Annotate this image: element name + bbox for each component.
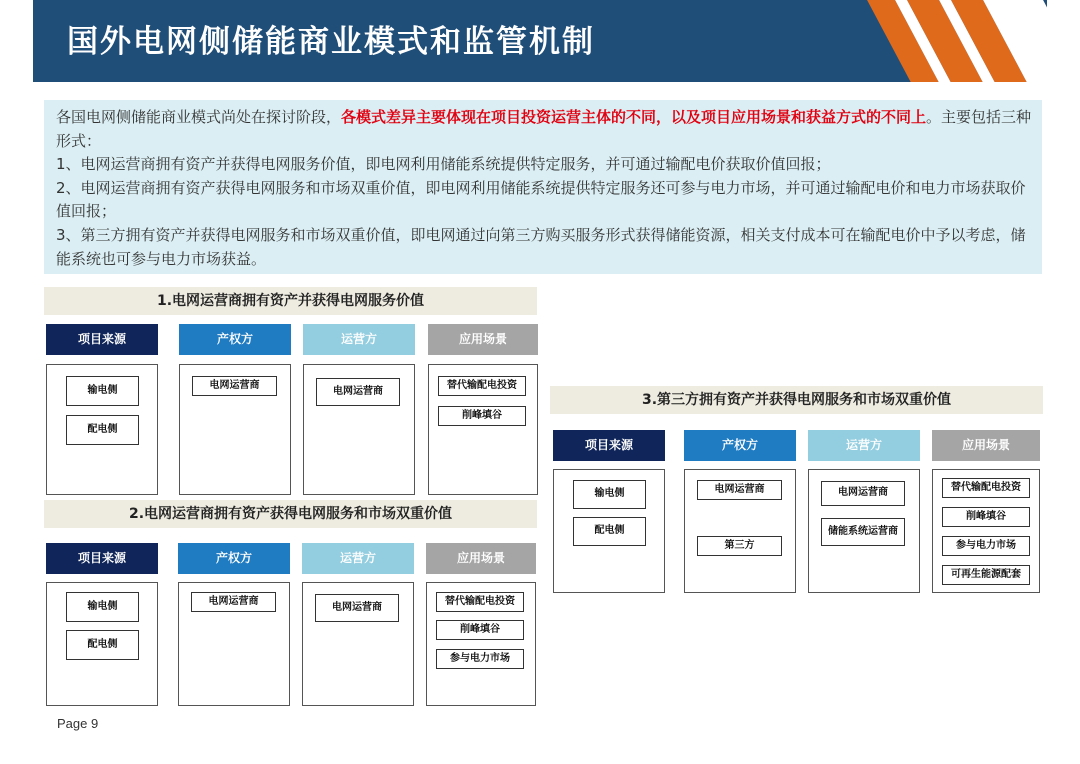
model-3-header-owner: 产权方 — [684, 430, 796, 461]
model-2-scenario-item: 参与电力市场 — [436, 649, 524, 669]
model-1-col-source — [46, 364, 158, 495]
model-2-scenario-item: 替代输配电投资 — [436, 592, 524, 612]
page-number: Page 9 — [57, 716, 99, 731]
model-1-source-item: 配电侧 — [66, 415, 139, 445]
intro-point-1: 1、电网运营商拥有资产并获得电网服务价值，即电网利用储能系统提供特定服务，并可通过输配电价获取价值回报； — [56, 155, 831, 174]
model-1-col-owner — [179, 364, 291, 495]
model-3-header-scenario: 应用场景 — [932, 430, 1040, 461]
model-1-source-item: 输电侧 — [66, 376, 139, 406]
model-3-col-operator — [808, 469, 920, 593]
model-1-col-scenario — [428, 364, 538, 495]
title-bar — [33, 0, 1047, 82]
model-2-col-source — [46, 582, 158, 706]
intro-point-3: 3、第三方拥有资产并获得电网服务和市场双重价值，即电网通过向第三方购买服务形式获得储能资源，相关支付成本可在输配电价中予以考虑，储能系统也可参与电力市场获益。 — [56, 225, 1026, 268]
model-2-scenario-item: 削峰填谷 — [436, 620, 524, 640]
model-3-col-scenario — [932, 469, 1040, 593]
model-2-col-owner — [178, 582, 290, 706]
model-3-col-source — [553, 469, 665, 593]
intro-line — [56, 106, 1032, 153]
intro-point-2: 2、电网运营商拥有资产获得电网服务和市场双重价值，即电网利用储能系统提供特定服务还可参与电力市场，并可通过输配电价和电力市场获取价值回报； — [56, 178, 1026, 221]
model-2-operator-item: 电网运营商 — [315, 594, 399, 622]
model-2-source-item: 配电侧 — [66, 630, 139, 660]
intro-box — [44, 100, 1042, 274]
model-3-scenario-item: 削峰填谷 — [942, 507, 1030, 527]
model-2-source-item: 输电侧 — [66, 592, 139, 622]
model-1-header-source: 项目来源 — [46, 324, 158, 355]
model-2-header-source: 项目来源 — [46, 543, 158, 574]
model-3-title: 3.第三方拥有资产并获得电网服务和市场双重价值 — [550, 386, 1043, 414]
model-1-title: 1.电网运营商拥有资产并获得电网服务价值 — [44, 287, 537, 315]
model-1-scenario-item: 削峰填谷 — [438, 406, 526, 426]
model-3-scenario-item: 可再生能源配套 — [942, 565, 1030, 585]
model-1-col-operator — [303, 364, 415, 495]
model-3-owner-item: 电网运营商 — [697, 480, 782, 500]
intro-highlight: 各模式差异主要体现在项目投资运营主体的不同，以及项目应用场景和获益方式的不同 — [341, 108, 912, 126]
model-3-operator-item: 电网运营商 — [821, 481, 905, 506]
model-2-owner-item: 电网运营商 — [191, 592, 276, 612]
model-3-header-source: 项目来源 — [553, 430, 665, 461]
model-3-owner-item: 第三方 — [697, 536, 782, 556]
model-3-scenario-item: 替代输配电投资 — [942, 478, 1030, 498]
model-1-header-operator: 运营方 — [303, 324, 415, 355]
model-3-scenario-item: 参与电力市场 — [942, 536, 1030, 556]
model-2-col-scenario — [426, 582, 536, 706]
model-2-title: 2.电网运营商拥有资产获得电网服务和市场双重价值 — [44, 500, 537, 528]
model-3-source-item: 配电侧 — [573, 517, 646, 546]
model-3-header-operator: 运营方 — [808, 430, 920, 461]
model-3-source-item: 输电侧 — [573, 480, 646, 509]
model-2-col-operator — [302, 582, 414, 706]
model-2-header-operator: 运营方 — [302, 543, 414, 574]
model-3-operator-item: 储能系统运营商 — [821, 518, 905, 546]
intro-highlight: 上 — [911, 108, 927, 126]
intro-text: 各国电网侧储能商业模式尚处在探讨阶段， — [56, 108, 342, 126]
model-1-owner-item: 电网运营商 — [192, 376, 277, 396]
model-2-header-scenario: 应用场景 — [426, 543, 536, 574]
model-1-header-owner: 产权方 — [179, 324, 291, 355]
intro-text: 。主要包括三种形式： — [56, 108, 1032, 150]
model-2-header-owner: 产权方 — [178, 543, 290, 574]
model-1-header-scenario: 应用场景 — [428, 324, 538, 355]
model-1-operator-item: 电网运营商 — [316, 378, 400, 406]
page-title: 国外电网侧储能商业模式和监管机制 — [67, 24, 595, 60]
model-3-col-owner — [684, 469, 796, 593]
model-1-scenario-item: 替代输配电投资 — [438, 376, 526, 396]
